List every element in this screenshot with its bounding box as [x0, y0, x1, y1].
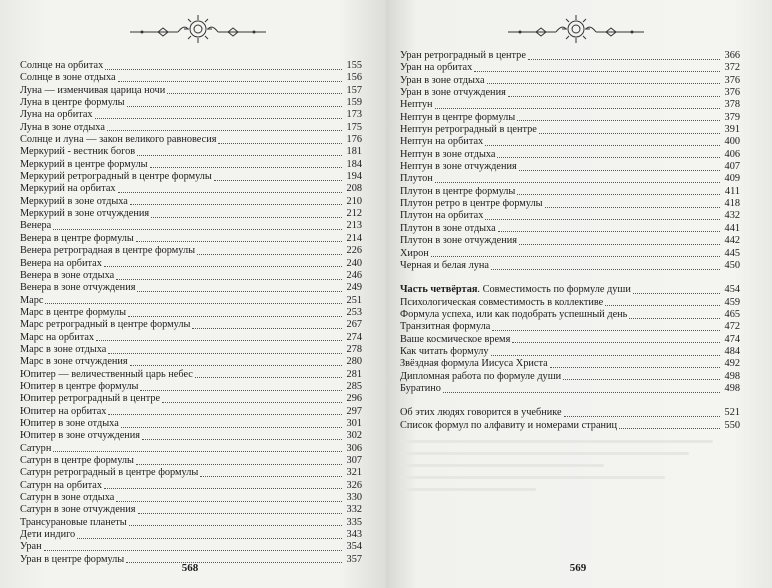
dot-leader — [118, 184, 342, 193]
toc-entry — [400, 334, 740, 346]
toc-entry — [20, 109, 362, 121]
page-number-left: 568 — [181, 562, 199, 574]
toc-list-left — [20, 60, 362, 566]
toc-entry — [400, 321, 740, 333]
toc-entry-page: 156 — [346, 72, 362, 84]
toc-entry-page: 400 — [724, 136, 740, 148]
toc-entry — [20, 282, 362, 294]
toc-entry-page: 285 — [346, 380, 362, 392]
dot-leader — [539, 125, 720, 134]
toc-entry-page: 332 — [346, 504, 362, 516]
toc-entry-title: Юпитер в зоне отчуждения — [20, 430, 141, 442]
toc-entry-page: 550 — [724, 419, 740, 431]
toc-entry — [400, 136, 740, 148]
dot-leader — [497, 149, 720, 158]
dot-leader — [105, 61, 342, 70]
toc-entry-title: Транзитная формула — [400, 321, 491, 333]
toc-entry-page: 208 — [346, 183, 362, 195]
toc-entry-page: 302 — [346, 430, 362, 442]
toc-entry-page: 330 — [346, 492, 362, 504]
toc-entry-title: Уран ретроградный в центре — [400, 50, 526, 61]
dot-leader — [492, 322, 720, 331]
toc-entry-page: 418 — [724, 198, 740, 210]
toc-entry — [20, 122, 362, 134]
dot-leader — [443, 384, 720, 393]
dot-leader — [545, 199, 720, 208]
toc-entry-page: 301 — [346, 417, 362, 429]
toc-entry-title: Юпитер — величественный царь небес — [20, 368, 193, 380]
toc-entry — [400, 99, 740, 111]
toc-entry-title: Нептун в зоне отдыха — [400, 148, 496, 160]
toc-entry-title: Нептун — [400, 99, 433, 111]
toc-entry-title: Звёздная формула Иисуса Христа — [400, 358, 548, 370]
toc-entry — [400, 161, 740, 173]
toc-entry-title: Венера в зоне отчуждения — [20, 282, 136, 294]
toc-entry-page: 459 — [724, 296, 740, 308]
toc-entry-page: 251 — [346, 294, 362, 306]
toc-entry — [400, 260, 740, 272]
dot-leader — [96, 332, 342, 341]
dot-leader — [519, 236, 720, 245]
dot-leader — [519, 162, 720, 171]
toc-entry — [20, 208, 362, 220]
toc-entry — [400, 371, 740, 383]
toc-entry-page: 407 — [724, 161, 740, 173]
toc-entry-title: Солнце на орбитах — [20, 60, 104, 71]
toc-entry-title: Меркурий в центре формулы — [20, 158, 148, 170]
toc-entry-page: 194 — [346, 171, 362, 183]
dot-leader — [517, 186, 720, 195]
dot-leader — [512, 334, 720, 343]
toc-entry — [20, 97, 362, 109]
toc-entry-title: Психологическая совместимость в коллективе — [400, 296, 604, 308]
dot-leader — [136, 233, 342, 242]
toc-part-heading — [400, 284, 740, 296]
toc-entry — [20, 344, 362, 356]
toc-entry — [400, 420, 740, 432]
dot-leader — [629, 310, 720, 319]
toc-entry-page: 175 — [346, 121, 362, 133]
dot-leader — [195, 369, 342, 378]
toc-entry-page: 391 — [724, 124, 740, 136]
toc-entry-title: Марс на орбитах — [20, 331, 95, 343]
toc-entry-title: Венера на орбитах — [20, 257, 102, 269]
toc-entry-title: Нептун ретроградный в центре — [400, 124, 537, 136]
dot-leader — [214, 172, 342, 181]
toc-entry — [20, 541, 362, 553]
toc-entry-title: Плутон в зоне отдыха — [400, 222, 496, 234]
toc-entry-page: 376 — [724, 87, 740, 99]
dot-leader — [104, 258, 342, 267]
toc-entry-page: 155 — [346, 60, 362, 71]
toc-entry-page: 521 — [724, 407, 740, 419]
toc-entry-title: Луна на орбитах — [20, 109, 93, 121]
toc-entry-page: 267 — [346, 319, 362, 331]
toc-entry-page: 357 — [346, 553, 362, 565]
toc-entry-page: 214 — [346, 232, 362, 244]
toc-entry-title: Марс в зоне отчуждения — [20, 356, 128, 368]
toc-entry-page: 281 — [346, 368, 362, 380]
toc-entry — [20, 504, 362, 516]
dot-leader — [127, 98, 342, 107]
toc-entry-title: Ваше космическое время — [400, 333, 511, 345]
toc-entry — [20, 159, 362, 171]
toc-entry — [400, 149, 740, 161]
toc-entry-page: 176 — [346, 134, 362, 146]
toc-entry-title: Нептун в зоне отчуждения — [400, 161, 517, 173]
toc-entry-page: 335 — [346, 516, 362, 528]
toc-entry — [400, 186, 740, 198]
toc-entry — [400, 124, 740, 136]
dot-leader — [44, 542, 342, 551]
section-gap — [400, 272, 740, 284]
toc-entry-page: 321 — [346, 467, 362, 479]
toc-entry — [20, 467, 362, 479]
toc-entry — [20, 307, 362, 319]
toc-entry-title: Уран — [20, 541, 42, 553]
toc-entry — [20, 430, 362, 442]
toc-entry-page: 297 — [346, 405, 362, 417]
dot-leader — [140, 382, 342, 391]
toc-entry-title: Сатурн в зоне отдыха — [20, 492, 115, 504]
toc-entry-title: Меркурий ретроградный в центре формулы — [20, 171, 212, 183]
toc-entry-page: 492 — [724, 358, 740, 370]
toc-entry-page: 442 — [724, 235, 740, 247]
toc-entry-page: 343 — [346, 529, 362, 541]
toc-entry-title: Юпитер ретроградный в центре — [20, 393, 161, 405]
toc-entry-title: Уран в центре формулы — [20, 553, 125, 565]
toc-entry-page: 240 — [346, 257, 362, 269]
toc-entry — [400, 173, 740, 185]
toc-entry-page: 274 — [346, 331, 362, 343]
right-page — [386, 0, 772, 588]
dot-leader — [136, 456, 342, 465]
toc-entry-page: 441 — [724, 222, 740, 234]
toc-entry-title: Марс в центре формулы — [20, 306, 127, 318]
toc-entry-title: Нептун в центре формулы — [400, 111, 516, 123]
toc-entry-title: Меркурий в зоне отчуждения — [20, 208, 150, 220]
toc-entry — [20, 171, 362, 183]
toc-entry-title: Сатурн — [20, 442, 52, 454]
toc-entry-page: 246 — [346, 269, 362, 281]
toc-entry-title — [400, 284, 631, 296]
toc-entry-page: 450 — [724, 259, 740, 271]
toc-entry — [20, 270, 362, 282]
dot-leader — [53, 221, 342, 230]
ornament-icon — [128, 12, 268, 46]
toc-entry — [400, 75, 740, 87]
toc-entry-page: 409 — [724, 173, 740, 185]
dot-leader — [633, 285, 720, 294]
dot-leader — [129, 517, 342, 526]
toc-entry-page: 472 — [724, 321, 740, 333]
toc-entry — [400, 50, 740, 62]
toc-entry-title: Луна — изменчивая царица ночи — [20, 84, 166, 96]
toc-entry-page: 210 — [346, 195, 362, 207]
dot-leader — [108, 406, 342, 415]
toc-entry — [20, 393, 362, 405]
toc-entry-title: Марс в зоне отдыха — [20, 343, 107, 355]
dot-leader — [474, 63, 720, 72]
bleed-through-text — [400, 440, 740, 520]
toc-entry — [400, 383, 740, 395]
toc-entry — [20, 381, 362, 393]
toc-entry-page: 445 — [724, 247, 740, 259]
toc-entry — [20, 245, 362, 257]
toc-entry-title: Сатурн в зоне отчуждения — [20, 504, 136, 516]
toc-entry-page: 498 — [724, 370, 740, 382]
toc-entry — [20, 356, 362, 368]
dot-leader — [126, 554, 342, 563]
toc-entry-page: 157 — [346, 84, 362, 96]
toc-entry-page: 366 — [724, 50, 740, 61]
toc-entry-title: Буратино — [400, 382, 441, 394]
toc-entry-page: 354 — [346, 541, 362, 553]
toc-entry-page: 213 — [346, 220, 362, 232]
toc-entry-page: 432 — [724, 210, 740, 222]
toc-entry — [400, 309, 740, 321]
toc-entry-page: 226 — [346, 245, 362, 257]
dot-leader — [563, 371, 720, 380]
dot-leader — [137, 283, 342, 292]
toc-entry-page: 376 — [724, 74, 740, 86]
toc-entry — [20, 60, 362, 72]
toc-entry-page: 181 — [346, 146, 362, 158]
toc-entry — [400, 248, 740, 260]
toc-entry — [400, 87, 740, 99]
toc-entry-title: Сатурн в центре формулы — [20, 455, 134, 466]
dot-leader — [192, 320, 342, 329]
dot-leader — [128, 308, 342, 317]
toc-entry-title: Сатурн на орбитах — [20, 479, 102, 491]
dot-leader — [116, 493, 342, 502]
toc-entry-title: Нептун на орбитах — [400, 136, 484, 148]
toc-entry — [400, 297, 740, 309]
dot-leader — [104, 480, 342, 489]
toc-entry — [20, 418, 362, 430]
toc-entry — [20, 492, 362, 504]
toc-entry-page: 184 — [346, 158, 362, 170]
dot-leader — [200, 468, 342, 477]
toc-entry-title: Как читать формулу — [400, 345, 489, 357]
toc-list-right — [400, 50, 740, 432]
toc-entry-page: 484 — [724, 345, 740, 357]
toc-entry — [20, 443, 362, 455]
toc-entry-title: Меркурий - вестник богов — [20, 146, 136, 158]
toc-entry-page: 379 — [724, 111, 740, 123]
dot-leader — [218, 135, 342, 144]
toc-entry-page: 296 — [346, 393, 362, 405]
toc-entry-title: Уран на орбитах — [400, 62, 473, 74]
dot-leader — [77, 530, 342, 539]
toc-entry-title: Хирон — [400, 247, 429, 259]
dot-leader — [619, 420, 720, 429]
toc-entry — [20, 319, 362, 331]
toc-entry — [20, 455, 362, 467]
toc-entry — [400, 210, 740, 222]
toc-entry-title: Луна в центре формулы — [20, 97, 125, 109]
toc-entry-page: 307 — [346, 455, 362, 466]
toc-entry — [400, 346, 740, 358]
toc-entry-page: 253 — [346, 306, 362, 318]
toc-entry — [400, 62, 740, 74]
dot-leader — [151, 209, 342, 218]
toc-entry-title: Сатурн ретроградный в центре формулы — [20, 467, 199, 479]
toc-entry — [20, 295, 362, 307]
dot-leader — [487, 75, 720, 84]
dot-leader — [431, 248, 720, 257]
dot-leader — [508, 88, 720, 97]
toc-entry-page: 378 — [724, 99, 740, 111]
dot-leader — [605, 297, 720, 306]
toc-entry-title: Плутон на орбитах — [400, 210, 484, 222]
toc-entry-title: Марс — [20, 294, 44, 306]
toc-entry — [20, 85, 362, 97]
toc-entry-title: Трансурановые планеты — [20, 516, 127, 528]
dot-leader — [517, 112, 720, 121]
toc-entry-title: Список формул по алфавиту и номерами страниц — [400, 419, 618, 431]
dot-leader — [485, 137, 720, 146]
toc-entry-title: Юпитер в зоне отдыха — [20, 417, 119, 429]
toc-entry-page: 406 — [724, 148, 740, 160]
toc-entry — [400, 223, 740, 235]
toc-entry — [20, 332, 362, 344]
toc-entry-page: 465 — [724, 308, 740, 320]
toc-entry — [20, 369, 362, 381]
toc-entry-page: 306 — [346, 442, 362, 454]
dot-leader — [528, 51, 720, 60]
toc-entry — [400, 407, 740, 419]
dot-leader — [435, 100, 720, 109]
dot-leader — [53, 443, 342, 452]
toc-entry-page: 159 — [346, 97, 362, 109]
toc-entry-title: Об этих людях говорится в учебнике — [400, 407, 562, 419]
toc-entry-title: Плутон в зоне отчуждения — [400, 235, 517, 247]
dot-leader — [162, 394, 342, 403]
toc-entry — [20, 183, 362, 195]
dot-leader — [138, 505, 342, 514]
toc-entry-title: Юпитер на орбитах — [20, 405, 107, 417]
toc-entry — [20, 233, 362, 245]
dot-leader — [116, 271, 342, 280]
dot-leader — [197, 246, 342, 255]
toc-entry-page: 278 — [346, 343, 362, 355]
page-number-right: 569 — [569, 562, 587, 574]
dot-leader — [137, 147, 342, 156]
dot-leader — [564, 408, 720, 417]
dot-leader — [435, 174, 720, 183]
dot-leader — [142, 431, 342, 440]
toc-entry-title: Плутон в центре формулы — [400, 185, 516, 197]
toc-entry-page: 411 — [724, 185, 740, 197]
toc-entry — [20, 517, 362, 529]
dot-leader — [107, 122, 342, 131]
toc-entry — [20, 480, 362, 492]
toc-entry-title: Юпитер в центре формулы — [20, 380, 139, 392]
toc-entry-page: 249 — [346, 282, 362, 294]
toc-entry-title: Солнце и луна — закон великого равновесия — [20, 134, 217, 146]
toc-entry-title: Венера в зоне отдыха — [20, 269, 115, 281]
toc-entry-title: Марс ретроградный в центре формулы — [20, 319, 191, 331]
toc-entry-page: 372 — [724, 62, 740, 74]
toc-entry — [20, 72, 362, 84]
toc-entry — [20, 406, 362, 418]
toc-entry — [400, 198, 740, 210]
section-gap — [400, 395, 740, 407]
dot-leader — [167, 85, 342, 94]
toc-entry-page: 498 — [724, 382, 740, 394]
toc-entry — [20, 220, 362, 232]
toc-entry — [20, 529, 362, 541]
toc-entry-title: Плутон — [400, 173, 433, 185]
toc-entry-title: Меркурий на орбитах — [20, 183, 116, 195]
toc-entry — [20, 146, 362, 158]
toc-entry-page: 326 — [346, 479, 362, 491]
dot-leader — [550, 359, 720, 368]
toc-entry-page: 212 — [346, 208, 362, 220]
dot-leader — [95, 110, 342, 119]
toc-entry-title: Солнце в зоне отдыха — [20, 72, 116, 84]
toc-entry-title: Венера ретроградная в центре формулы — [20, 245, 196, 257]
toc-entry-title: Венера в центре формулы — [20, 232, 134, 244]
toc-entry-title: Луна в зоне отдыха — [20, 121, 105, 133]
dot-leader — [485, 211, 720, 220]
dot-leader — [130, 357, 342, 366]
dot-leader — [45, 295, 342, 304]
toc-entry-title: Уран в зоне отчуждения — [400, 87, 506, 99]
toc-entry-page: 454 — [724, 284, 740, 296]
dot-leader — [108, 345, 342, 354]
dot-leader — [118, 73, 342, 82]
toc-entry-title: Черная и белая луна — [400, 259, 489, 271]
dot-leader — [491, 347, 720, 356]
toc-entry — [20, 258, 362, 270]
toc-entry — [400, 112, 740, 124]
ornament-icon — [506, 12, 646, 46]
dot-leader — [150, 159, 342, 168]
toc-entry — [400, 235, 740, 247]
dot-leader — [130, 196, 342, 205]
toc-entry — [20, 196, 362, 208]
toc-entry-title: Венера — [20, 220, 52, 232]
part-label: Часть четвёртая — [400, 284, 478, 296]
toc-entry — [20, 134, 362, 146]
toc-entry-title: Дипломная работа по формуле души — [400, 370, 562, 382]
toc-entry-page: 474 — [724, 333, 740, 345]
toc-entry-title: Дети индиго — [20, 529, 76, 541]
toc-entry-title: Уран в зоне отдыха — [400, 74, 485, 86]
dot-leader — [121, 419, 342, 428]
dot-leader — [498, 223, 720, 232]
part-title: . Совместимость по формуле души — [477, 284, 631, 296]
toc-entry-page: 173 — [346, 109, 362, 121]
toc-entry — [400, 358, 740, 370]
toc-entry-title: Меркурий в зоне отдыха — [20, 195, 128, 207]
toc-entry-title: Формула успеха, или как подобрать успешный день — [400, 308, 628, 320]
dot-leader — [491, 261, 720, 270]
toc-entry-page: 280 — [346, 356, 362, 368]
toc-entry-title: Плутон ретро в центре формулы — [400, 198, 543, 210]
